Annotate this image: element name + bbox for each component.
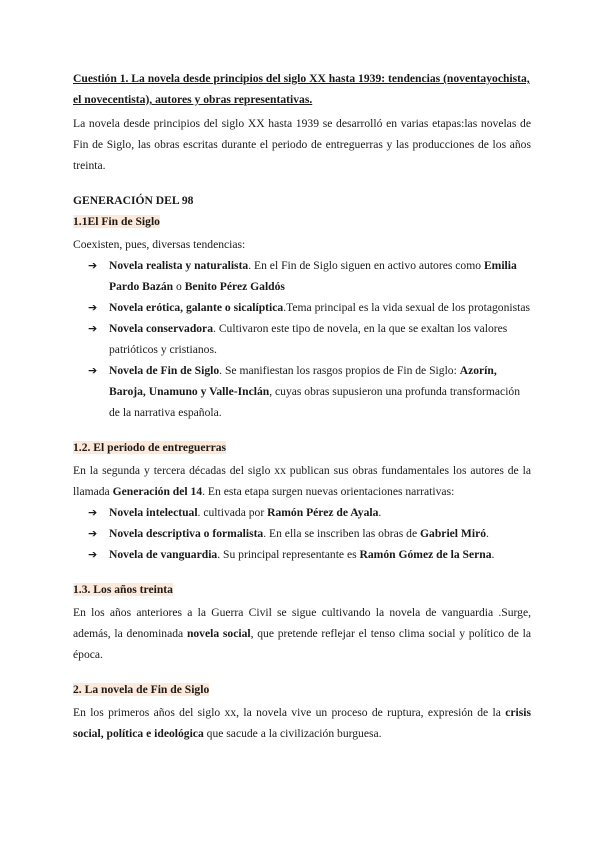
item-term: Novela erótica, galante o sicalíptica (109, 301, 284, 314)
list-item (73, 544, 531, 565)
para-bold: crisis social, política e ideológica (73, 706, 531, 740)
list-item (73, 297, 531, 318)
para-text: que sacude a la civilización burguesa. (203, 727, 382, 740)
subsection-heading-anos-treinta: 1.3. Los años treinta (73, 583, 173, 596)
arrow-bullet-icon: ➔ (88, 506, 98, 519)
orientations-list (73, 502, 531, 565)
item-term: Novela intelectual (109, 506, 198, 519)
novela-fin-de-siglo-paragraph (73, 702, 531, 744)
para-bold: novela social (186, 627, 251, 640)
item-term: Novela conservadora (109, 322, 214, 335)
subsection-heading-fin-de-siglo: 1.1El Fin de Siglo (73, 215, 160, 228)
arrow-bullet-icon: ➔ (88, 322, 98, 335)
item-text: . En el Fin de Siglo siguen en activo autores como (248, 259, 484, 272)
item-text: o (173, 280, 185, 293)
item-text: . En ella se inscriben las obras de (263, 527, 421, 540)
item-author: Emilia Pardo Bazán (109, 259, 517, 293)
item-author: Benito Pérez Galdós (184, 280, 285, 293)
arrow-bullet-icon: ➔ (88, 301, 98, 314)
item-text: , cuyas obras supusieron una profunda transformación de la narrativa española. (109, 385, 521, 419)
para-text: En los años anteriores a la Guerra Civil se sigue cultivando la novela de vanguardia .Surge, además, la denominada (73, 606, 531, 640)
para-text: En la segunda y tercera décadas del siglo xx publican sus obras fundamentales los autores de la llamada (73, 464, 531, 498)
list-item (73, 360, 531, 423)
list-item (73, 255, 531, 297)
item-author: Ramón Gómez de la Serna (359, 548, 492, 561)
item-author: Gabriel Miró (420, 527, 487, 540)
para-text: En los primeros años del siglo xx, la novela vive un proceso de ruptura, expresión de la (73, 706, 506, 719)
item-text: . Cultivaron este tipo de novela, en la que se exaltan los valores patrióticos y cristianos. (109, 322, 508, 356)
para-text: . En esta etapa surgen nuevas orientaciones narrativas: (202, 485, 455, 498)
item-text: . (378, 506, 382, 519)
arrow-bullet-icon: ➔ (88, 527, 98, 540)
para-bold: Generación del 14 (112, 485, 203, 498)
list-item (73, 318, 531, 360)
item-term: Novela de Fin de Siglo (109, 364, 220, 377)
question-title: Cuestión 1. La novela desde principios del siglo XX hasta 1939: tendencias (noventayochista, el novecentista), autores y obras representativas. (73, 72, 530, 106)
tendencies-list (73, 255, 531, 423)
intro-paragraph: La novela desde principios del siglo XX hasta 1939 se desarrolló en varias etapas:las novelas de Fin de Siglo, las obras escritas durante el periodo de entreguerras y las producciones de los años treinta. (73, 117, 531, 172)
arrow-bullet-icon: ➔ (88, 364, 98, 377)
arrow-bullet-icon: ➔ (88, 259, 98, 272)
item-text: . (491, 548, 495, 561)
item-author: Ramón Pérez de Ayala (267, 506, 379, 519)
item-text: . Su principal representante es (217, 548, 360, 561)
entreguerras-paragraph (73, 460, 531, 502)
item-text: . (486, 527, 489, 540)
item-text: .Tema principal es la vida sexual de los protagonistas (283, 301, 530, 314)
item-term: Novela descriptiva o formalista (109, 527, 264, 540)
subsection-lead: Coexisten, pues, diversas tendencias: (73, 238, 246, 251)
anos-treinta-paragraph (73, 602, 531, 665)
section-heading-novela-fin-de-siglo: 2. La novela de Fin de Siglo (73, 683, 210, 696)
item-text: . cultivada por (197, 506, 268, 519)
list-item (73, 523, 531, 544)
item-author: Azorín, Baroja, Unamuno y Valle-Inclán (109, 364, 497, 398)
arrow-bullet-icon: ➔ (88, 548, 98, 561)
list-item (73, 502, 531, 523)
document-page (73, 68, 531, 758)
section-heading-gen98: GENERACIÓN DEL 98 (73, 194, 194, 207)
subsection-heading-entreguerras: 1.2. El periodo de entreguerras (73, 441, 227, 454)
item-term: Novela realista y naturalista (109, 259, 249, 272)
item-text: . Se manifiestan los rasgos propios de Fin de Siglo: (219, 364, 460, 377)
item-term: Novela de vanguardia (109, 548, 218, 561)
para-text: , que pretende reflejar el tenso clima social y político de la época. (73, 627, 531, 661)
